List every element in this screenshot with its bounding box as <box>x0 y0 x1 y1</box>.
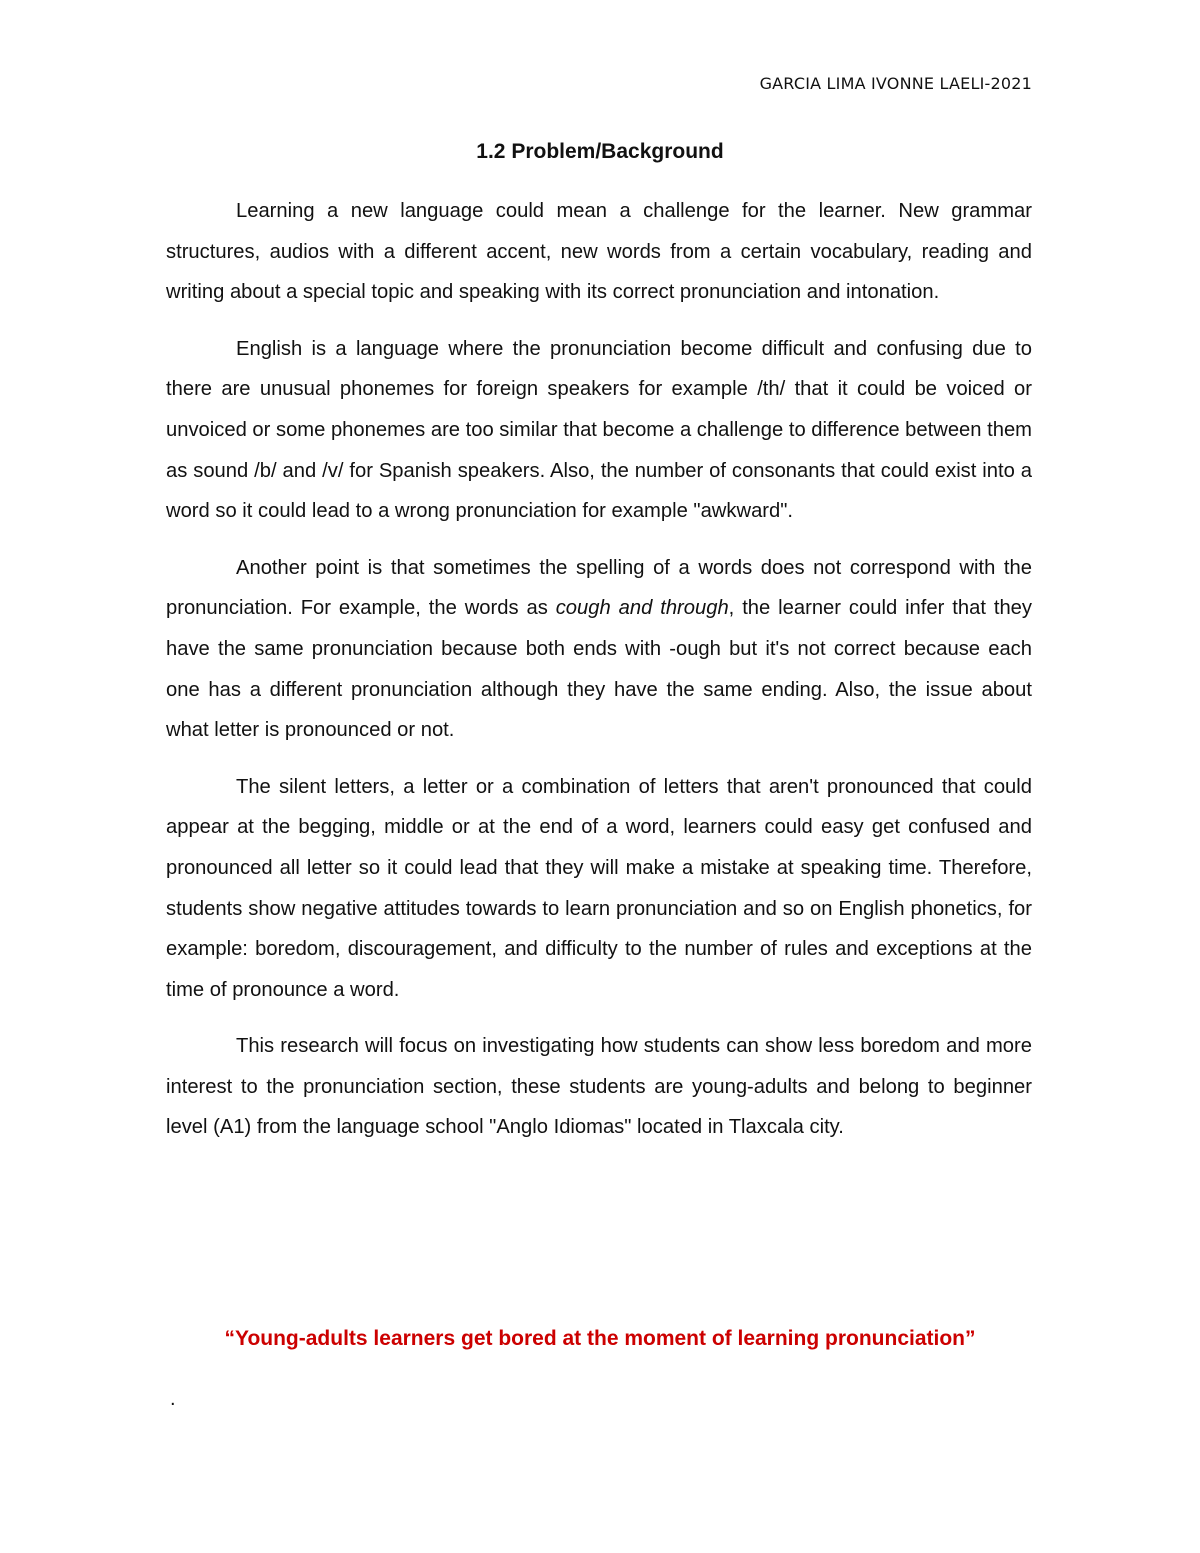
problem-statement: “Young-adults learners get bored at the moment of learning pronunciation” <box>224 1327 976 1350</box>
paragraph-spelling-end: , the learner could infer that they have the same pronunciation because both ends with -ough but it's not correct because each one has a different pronunciation although they have the same ending. Also, the issue about what letter is pronounced or not. <box>166 597 1032 742</box>
page-header-author: GARCIA LIMA IVONNE LAELI-2021 <box>759 74 1032 93</box>
paragraph-silent-letters: The silent letters, a letter or a combination of letters that aren't pronounced that could appear at the begging, middle or at the end of a word, learners could easy get confused and pronounced all letter so it could lead that they will make a mistake at speaking time. Therefore, students show negative attitudes towards to learn pronunciation and so on English phonetics, for example: boredom, discouragement, and difficulty to the number of rules and exceptions at the time of pronounce a word. <box>166 775 1032 1001</box>
paragraph-research-focus: This research will focus on investigating how students can show less boredom and more interest to the pronunciation section, these students are young-adults and belong to beginner level (A1) from the language school "Anglo Idiomas" located in Tlaxcala city. <box>166 1035 1032 1139</box>
paragraph-spelling-example-words: cough and through <box>555 597 729 620</box>
paragraph-spelling-start: Another point is that sometimes the spelling of a words does not correspond with the pronunciation. For example, the words as <box>166 556 1032 620</box>
body-text <box>166 191 1032 1164</box>
section-title: 1.2 Problem/Background <box>476 140 724 163</box>
trailing-period: . <box>170 1388 176 1410</box>
paragraph-spelling <box>166 548 1032 751</box>
paragraph-intro: Learning a new language could mean a challenge for the learner. New grammar structures, audios with a different accent, new words from a certain vocabulary, reading and writing about a special topic and speaking with its correct pronunciation and intonation. <box>166 200 1032 304</box>
paragraph-english-phonemes: English is a language where the pronunciation become difficult and confusing due to there are unusual phonemes for foreign speakers for example /th/ that it could be voiced or unvoiced or some phonemes are too similar that become a challenge to difference between them as sound /b/ and /v/ for Spanish speakers. Also, the number of consonants that could exist into a word so it could lead to a wrong pronunciation for example "awkward". <box>166 337 1032 523</box>
